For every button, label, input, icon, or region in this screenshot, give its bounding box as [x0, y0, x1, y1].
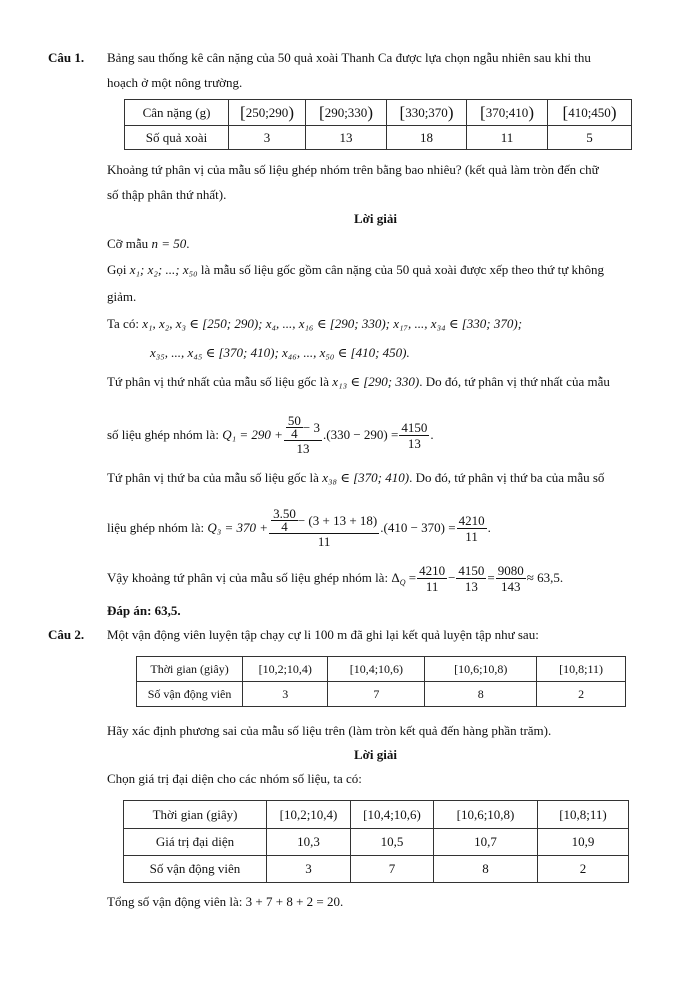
- math-expression: x₃₈ ∈ [370; 410): [322, 470, 410, 485]
- table-row: [124, 801, 629, 829]
- q1-step-q1-source: [107, 374, 610, 390]
- interval-cell: [410;450): [548, 100, 632, 126]
- interval-cell: [10,4;10,6): [351, 801, 434, 829]
- fraction-numerator: 3.50: [273, 505, 296, 521]
- q2-total: [107, 894, 343, 910]
- fraction: [496, 563, 526, 594]
- count-cell: 5: [548, 126, 632, 150]
- q1-step-q3-source: [107, 470, 604, 486]
- math-expression: .(330 − 290) =: [322, 427, 399, 442]
- fraction: [269, 505, 379, 549]
- table-header-cell: Số vận động viên: [124, 856, 267, 883]
- q2-question: Hãy xác định phương sai của mẫu số liệu trên (làm tròn kết quả đến hàng phần trăm).: [107, 723, 552, 738]
- interval-value: 250;290: [245, 104, 289, 120]
- count-cell: 18: [387, 126, 467, 150]
- text: là mẫu số liệu gốc gồm cân nặng của 50 quả xoài được xếp theo thứ tự không: [200, 262, 604, 277]
- count-cell: 3: [267, 856, 351, 883]
- table-header-cell: Cân nặng (g): [125, 100, 229, 126]
- text: .: [430, 427, 434, 442]
- fraction-denominator: 13: [464, 578, 478, 594]
- fraction-numerator: 4150: [401, 419, 428, 435]
- interval-cell: [10,4;10,6): [328, 657, 425, 682]
- text: Tứ phân vị thứ ba của mẫu số liệu gốc là: [107, 470, 319, 485]
- math-expression: x₃₅, ..., x₄₅ ∈ [370; 410); x₄₆, ..., x₅₀ ∈ [410; 450).: [150, 345, 410, 360]
- math-expression: − (3 + 13 + 18): [297, 512, 378, 528]
- value-cell: 10,5: [351, 829, 434, 856]
- count-cell: 7: [351, 856, 434, 883]
- math-expression: Q₁ = 290 +: [222, 427, 283, 442]
- math-expression: x₁, x₂, x₃ ∈ [250; 290); x₄, ..., x₁₆ ∈ [290; 330); x₁₇, ..., x₃₄ ∈ [330; 370);: [142, 316, 523, 331]
- table-row: [125, 126, 632, 150]
- count-cell: 3: [229, 126, 306, 150]
- math-expression: .(410 − 370) =: [380, 520, 456, 535]
- table-header-cell: Thời gian (giây): [124, 801, 267, 829]
- q2-representative-table: [123, 800, 629, 883]
- value-cell: 10,3: [267, 829, 351, 856]
- table-row: [137, 682, 626, 707]
- interval-value: 330;370: [405, 104, 448, 120]
- text: Gọi: [107, 262, 127, 277]
- math-expression: x₁; x₂; ...; x₅₀: [129, 262, 198, 277]
- q2-prompt: Một vận động viên luyện tập chạy cự li 100 m đã ghi lại kết quả luyện tập như sau:: [107, 627, 539, 642]
- interval-cell: [290;330): [306, 100, 387, 126]
- text: . Do đó, tứ phân vị thứ nhất của mẫu: [419, 374, 610, 389]
- count-cell: 8: [434, 856, 538, 883]
- interval-cell: [10,8;11): [538, 801, 629, 829]
- value-cell: 10,9: [538, 829, 629, 856]
- q2-data-table: [136, 656, 626, 707]
- q1-prompt-line2: hoạch ở một nông trường.: [107, 75, 243, 90]
- q1-formula-line: [107, 405, 434, 465]
- interval-cell: [10,2;10,4): [243, 657, 328, 682]
- text: số liệu ghép nhóm là:: [107, 427, 219, 442]
- fraction-denominator: 143: [501, 578, 521, 594]
- math-expression: n = 50: [151, 236, 187, 251]
- q1-solution-title: Lời giải: [354, 211, 397, 226]
- q1-sample-size: Cỡ mẫu n = 50.: [107, 236, 190, 251]
- math-expression: Δ: [391, 569, 400, 585]
- delta-symbol: [391, 570, 405, 587]
- fraction: [417, 563, 447, 594]
- fraction: [456, 563, 486, 594]
- text: Ta có:: [107, 316, 139, 331]
- fraction-numerator: 4150: [458, 562, 485, 578]
- math-expression: x₁₃ ∈ [290; 330): [332, 374, 420, 389]
- q1-step-intervals-line2: [150, 345, 410, 361]
- fraction-numerator: 4210: [458, 512, 485, 528]
- q1-question-line1: Khoảng tứ phân vị của mẫu số liệu ghép nhóm trên bằng bao nhiêu? (kết quả làm tròn đến chữ: [107, 162, 599, 177]
- count-cell: 11: [467, 126, 548, 150]
- value-cell: 10,7: [434, 829, 538, 856]
- fraction-denominator: 11: [317, 533, 331, 549]
- text: Cỡ mẫu: [107, 236, 149, 251]
- math-expression: Q₃ = 370 +: [207, 520, 269, 535]
- fraction-numerator: 4210: [419, 562, 446, 578]
- interval-cell: [10,8;11): [537, 657, 626, 682]
- count-cell: 8: [425, 682, 537, 707]
- q2-step-1: Chọn giá trị đại diện cho các nhóm số liệu, ta có:: [107, 771, 362, 786]
- interval-cell: [250;290): [229, 100, 306, 126]
- count-cell: 2: [538, 856, 629, 883]
- q1-question-line2: số thập phân thứ nhất).: [107, 187, 227, 202]
- fraction-denominator: 4: [281, 518, 288, 534]
- math-expression: ≈ 63,5.: [526, 570, 564, 585]
- fraction-numerator: 9080: [497, 562, 524, 578]
- interval-cell: [10,6;10,8): [434, 801, 538, 829]
- fraction-denominator: 13: [296, 440, 310, 456]
- text: Tổng số vận động viên là:: [107, 894, 243, 909]
- table-header-cell: Số vận động viên: [137, 682, 243, 707]
- fraction-denominator: 11: [465, 528, 478, 544]
- count-cell: 7: [328, 682, 425, 707]
- interval-value: 410;450: [568, 104, 611, 120]
- fraction-denominator: 13: [407, 435, 421, 451]
- text: . Do đó, tứ phân vị thứ ba của mẫu số: [409, 470, 605, 485]
- question-1-label: Câu 1.: [48, 50, 85, 65]
- table-row: [137, 657, 626, 682]
- count-cell: 2: [537, 682, 626, 707]
- q1-step-define-line2: giảm.: [107, 289, 137, 304]
- q3-formula-line: [107, 498, 491, 558]
- table-row: [124, 829, 629, 856]
- table-row: [124, 856, 629, 883]
- interval-cell: [10,6;10,8): [425, 657, 537, 682]
- fraction: [399, 420, 429, 451]
- q1-step-intervals: [107, 316, 522, 332]
- math-subscript: Q: [399, 577, 406, 587]
- q2-solution-title: Lời giải: [354, 747, 397, 762]
- text: .: [487, 520, 491, 535]
- text: Vậy khoảng tứ phân vị của mẫu số liệu ghép nhóm là:: [107, 570, 389, 585]
- text: liệu ghép nhóm là:: [107, 520, 205, 535]
- math-expression: − 3: [302, 419, 320, 435]
- text: Tứ phân vị thứ nhất của mẫu số liệu gốc là: [107, 374, 330, 389]
- interval-value: 290;330: [324, 104, 368, 120]
- table-row: [125, 100, 632, 126]
- math-expression: 3 + 7 + 8 + 2 = 20.: [245, 894, 344, 909]
- q1-prompt-line1: Bảng sau thống kê cân nặng của 50 quả xoài Thanh Ca được lựa chọn ngẫu nhiên sau khi thu: [107, 50, 591, 65]
- interval-value: 370;410: [485, 104, 529, 120]
- table-header-cell: Số quả xoài: [125, 126, 229, 150]
- interval-cell: [370;410): [467, 100, 548, 126]
- table-header-cell: Giá trị đại diện: [124, 829, 267, 856]
- fraction: [457, 513, 487, 544]
- q1-answer: Đáp án: 63,5.: [107, 603, 181, 618]
- fraction-numerator: 50: [287, 412, 301, 428]
- question-2-label: Câu 2.: [48, 627, 85, 642]
- fraction: [284, 412, 322, 456]
- iqr-formula-line: Vậy khoảng tứ phân vị của mẫu số liệu ghép nhóm là: $\Delta_Q$ = $\frac{4210}{11}$ − $\frac{4150}{13}$ = $\frac{9080}{143}$ ≈ 63,5.: [107, 562, 564, 594]
- count-cell: 3: [243, 682, 328, 707]
- q1-data-table: [124, 99, 632, 150]
- interval-cell: [10,2;10,4): [267, 801, 351, 829]
- count-cell: 13: [306, 126, 387, 150]
- fraction-denominator: 4: [291, 425, 298, 441]
- q1-step-define: [107, 262, 604, 278]
- table-header-cell: Thời gian (giây): [137, 657, 243, 682]
- fraction-denominator: 11: [425, 578, 439, 594]
- interval-cell: [330;370): [387, 100, 467, 126]
